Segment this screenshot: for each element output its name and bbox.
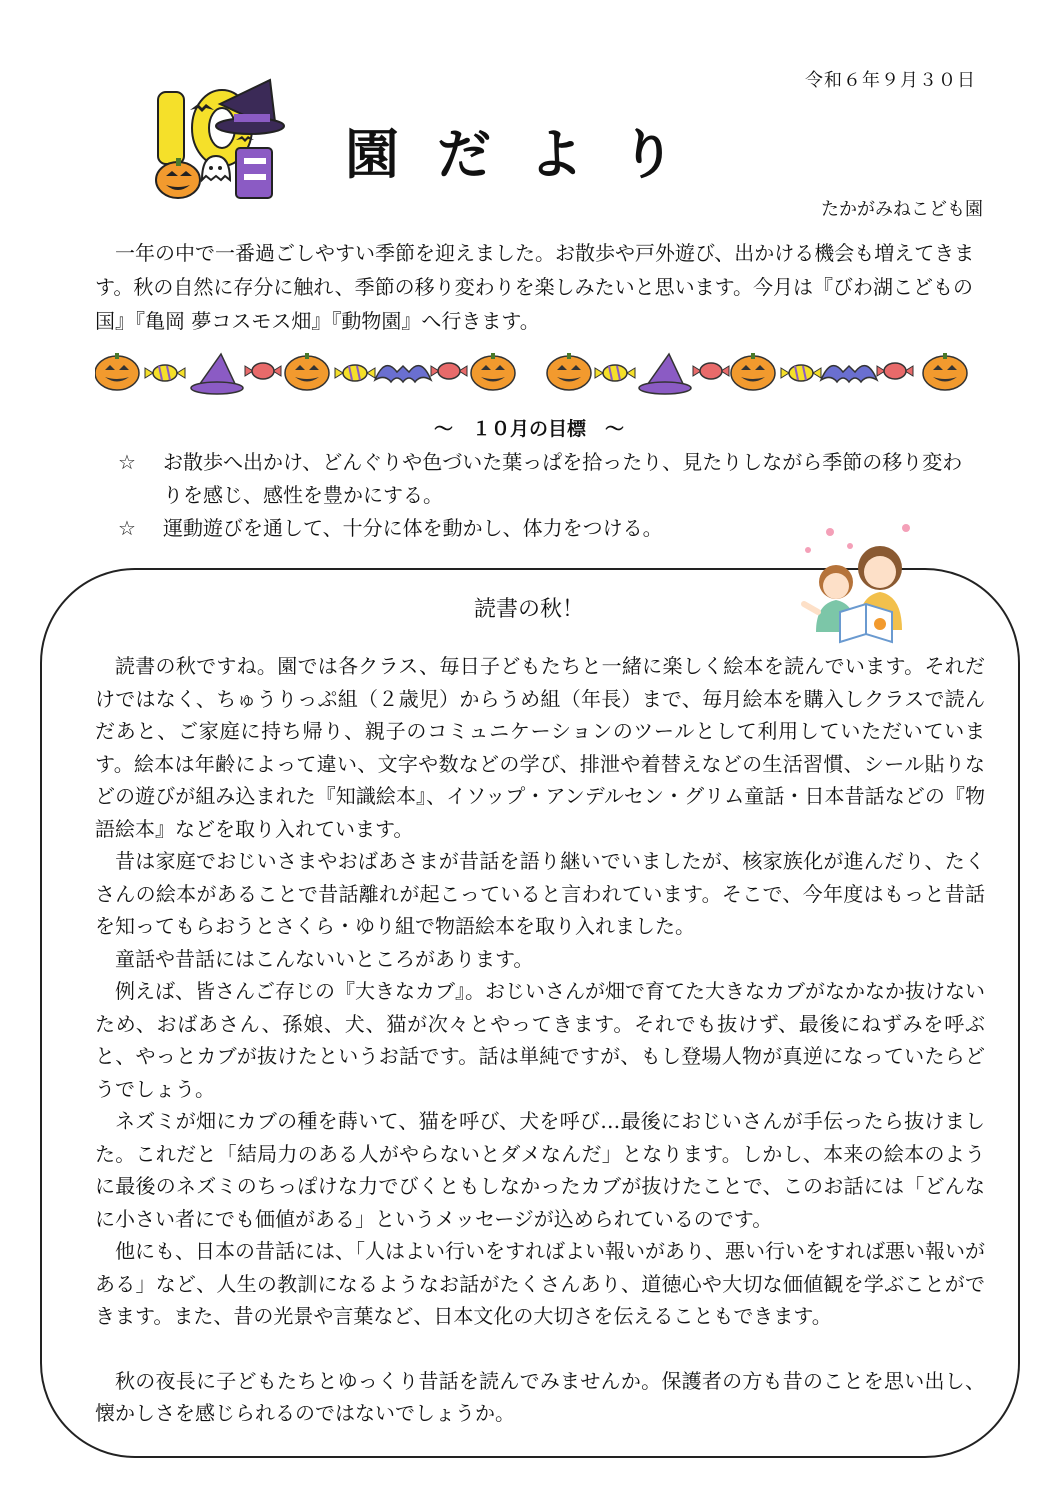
body-paragraph: 読書の秋ですね。園では各クラス、毎日子どもたちと一緒に楽しく絵本を読んでいます。それだけではなく、ちゅうりっぷ組（２歳児）からうめ組（年長）まで、毎月絵本を購入しクラスで読んだあと、ご家庭に持ち帰り、親子のコミュニケーションのツールとして利用していただいています。絵本は年齢によって違い、文字や数などの学び、排泄や着替えなどの生活習慣、シール貼りなどの遊びが組み込まれた『知識絵本』、イソップ・アンデルセン・グリム童話・日本昔話などの『物語絵本』などを取り入れています。 (95, 654, 985, 841)
intro-text: 一年の中で一番過ごしやすい季節を迎えました。お散歩や戸外遊び、出かける機会も増えてきます。秋の自然に存分に触れ、季節の移り変わりを楽しみたいと思います。今月は『びわ湖こどもの国』『亀岡 夢コスモス畑』『動物園』へ行きます。 (95, 241, 975, 333)
reading-illustration-icon (798, 520, 923, 645)
goal-text: お散歩へ出かけ、どんぐりや色づいた葉っぱを拾ったり、見たりしながら季節の移り変わりを感じ、感性を豊かにする。 (163, 450, 963, 507)
goals-heading: ～ １０月の目標 ～ (433, 418, 624, 440)
star-icon: ☆ (118, 450, 136, 474)
reading-section-title: 読書の秋！ (473, 597, 584, 622)
school-name: たかがみねこども園 (821, 199, 983, 220)
goal-text: 運動遊びを通して、十分に体を動かし、体力をつける。 (163, 516, 663, 540)
newsletter-title: 園だより (345, 123, 713, 186)
halloween-garland-icon (95, 350, 970, 396)
october-logo-icon (150, 70, 290, 205)
body-paragraph: 他にも、日本の昔話には、「人はよい行いをすればよい報いがあり、悪い行いをすれば悪い報いがある」など、人生の教訓になるようなお話がたくさんあり、道徳心や大切な価値観を学ぶことができます。また、昔の光景や言葉など、日本文化の大切さを伝えることもできます。 (95, 1239, 985, 1328)
issue-date: 令和６年９月３０日 (805, 70, 976, 91)
body-paragraph: 例えば、皆さんご存じの『大きなカブ』。おじいさんが畑で育てた大きなカブがなかなか抜けないため、おばあさん、孫娘、犬、猫が次々とやってきます。それでも抜けず、最後にねずみを呼ぶと、やっとカブが抜けたというお話です。話は単純ですが、もし登場人物が真逆になっていたらどうでしょう。 (95, 979, 985, 1101)
body-paragraph: 秋の夜長に子どもたちとゆっくり昔話を読んでみませんか。保護者の方も昔のことを思い出し、懐かしさを感じられるのではないでしょうか。 (95, 1368, 985, 1425)
intro-section (95, 236, 975, 338)
body-paragraph: 童話や昔話にはこんないいところがあります。 (115, 946, 534, 971)
goal-item (118, 446, 978, 512)
reading-section-body (95, 650, 985, 1430)
star-icon: ☆ (118, 516, 136, 540)
body-paragraph: 昔は家庭でおじいさまやおばあさまが昔話を語り継いでいましたが、核家族化が進んだり、たくさんの絵本があることで昔話離れが起こっていると言われています。そこで、今年度はもっと昔話を知ってもらおうとさくら・ゆり組で物語絵本を取り入れました。 (95, 849, 985, 938)
body-paragraph: ネズミが畑にカブの種を蒔いて、猫を呼び、犬を呼び…最後におじいさんが手伝ったら抜けました。これだと「結局力のある人がやらないとダメなんだ」となります。しかし、本来の絵本のように最後のネズミのちっぽけな力でびくともしなかったカブが抜けたことで、このお話には「どんなに小さい者にでも価値がある」というメッセージが込められているのです。 (95, 1109, 985, 1231)
